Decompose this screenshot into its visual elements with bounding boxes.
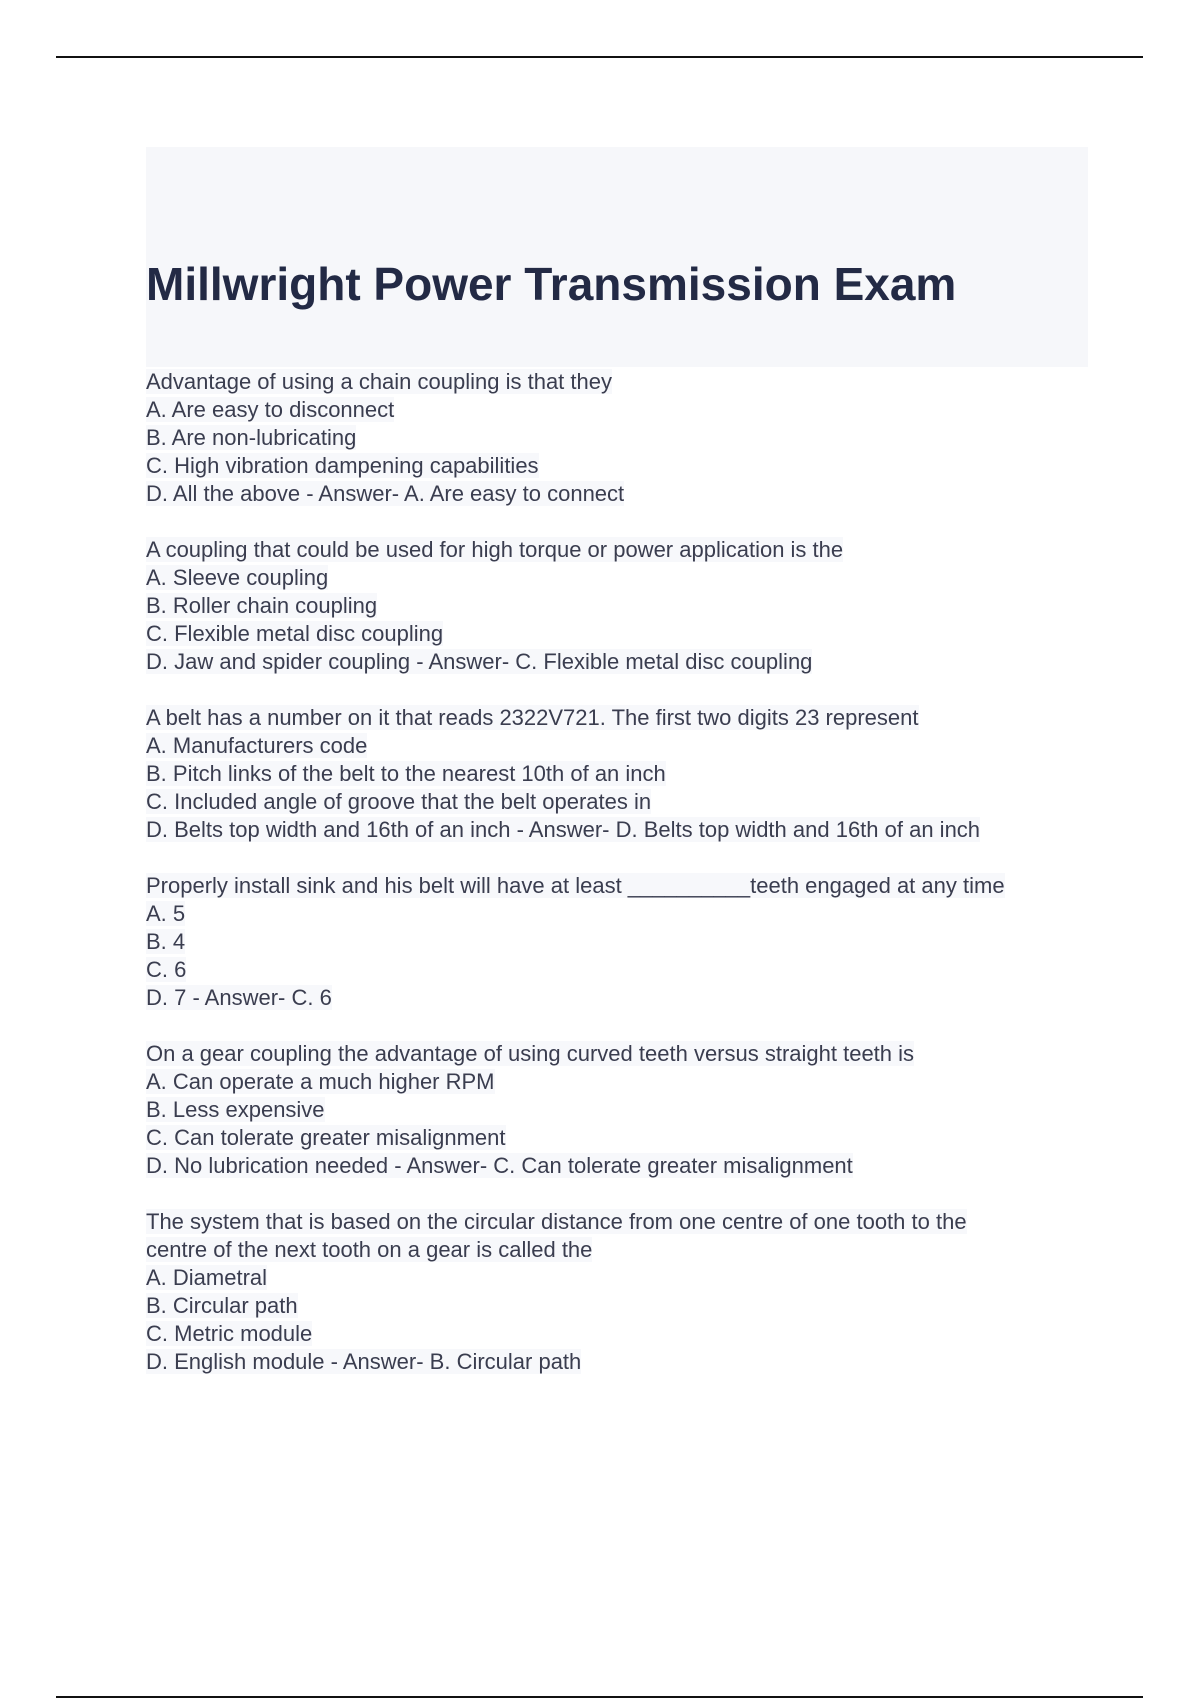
- question-line: [146, 480, 1096, 508]
- question-block: [146, 872, 1096, 1012]
- question-line-text: centre of the next tooth on a gear is called the: [146, 1237, 593, 1262]
- question-line: [146, 452, 1096, 480]
- question-line: [146, 1348, 1096, 1376]
- question-line: [146, 1236, 1096, 1264]
- question-line-text: D. No lubrication needed - Answer- C. Can tolerate greater misalignment: [146, 1153, 853, 1178]
- question-line: [146, 928, 1096, 956]
- question-line: [146, 1096, 1096, 1124]
- question-line-text: D. Belts top width and 16th of an inch - Answer- D. Belts top width and 16th of an inch: [146, 817, 981, 842]
- question-text: [146, 536, 1096, 564]
- question-line-text: A coupling that could be used for high torque or power application is the: [146, 537, 844, 562]
- question-line: [146, 396, 1096, 424]
- question-line-text: C. Metric module: [146, 1321, 313, 1346]
- question-line-text: D. All the above - Answer- A. Are easy to connect: [146, 481, 625, 506]
- question-line-text: A. Can operate a much higher RPM: [146, 1069, 495, 1094]
- question-line: [146, 424, 1096, 452]
- question-line: [146, 1152, 1096, 1180]
- question-line: [146, 1124, 1096, 1152]
- question-line-text: C. Included angle of groove that the belt operates in: [146, 789, 652, 814]
- question-list: [146, 368, 1096, 1404]
- question-line-text: A. Manufacturers code: [146, 733, 368, 758]
- question-line: [146, 592, 1096, 620]
- question-line: [146, 1264, 1096, 1292]
- question-line: [146, 648, 1096, 676]
- question-line: [146, 732, 1096, 760]
- question-line-text: A belt has a number on it that reads 2322V721. The first two digits 23 represent: [146, 705, 919, 730]
- question-line-text: On a gear coupling the advantage of using curved teeth versus straight teeth is: [146, 1041, 915, 1066]
- question-block: [146, 1208, 1096, 1376]
- question-line-text: C. 6: [146, 957, 187, 982]
- question-line: [146, 1292, 1096, 1320]
- bottom-rule: [56, 1696, 1143, 1698]
- question-line: [146, 1320, 1096, 1348]
- question-line: [146, 788, 1096, 816]
- question-line-text: A. Diametral: [146, 1265, 268, 1290]
- question-line-text: B. Less expensive: [146, 1097, 325, 1122]
- question-line: [146, 816, 1096, 844]
- question-line-text: C. Flexible metal disc coupling: [146, 621, 444, 646]
- question-line-text: A. 5: [146, 901, 186, 926]
- question-line-text: Advantage of using a chain coupling is that they: [146, 369, 612, 394]
- question-line-text: B. Are non-lubricating: [146, 425, 357, 450]
- question-text: [146, 368, 1096, 396]
- document-title: Millwright Power Transmission Exam: [146, 258, 957, 310]
- question-line-text: B. Pitch links of the belt to the nearest 10th of an inch: [146, 761, 666, 786]
- question-line-text: The system that is based on the circular distance from one centre of one tooth to the: [146, 1209, 967, 1234]
- question-line-text: B. Roller chain coupling: [146, 593, 378, 618]
- question-text: [146, 1208, 1096, 1236]
- question-line-text: A. Are easy to disconnect: [146, 397, 395, 422]
- question-line: [146, 984, 1096, 1012]
- question-line: [146, 760, 1096, 788]
- question-text: [146, 704, 1096, 732]
- question-text: [146, 872, 1096, 900]
- question-line-text: B. Circular path: [146, 1293, 298, 1318]
- question-line-text: D. Jaw and spider coupling - Answer- C. Flexible metal disc coupling: [146, 649, 813, 674]
- question-line: [146, 900, 1096, 928]
- question-line: [146, 620, 1096, 648]
- question-line: [146, 956, 1096, 984]
- question-text: [146, 1040, 1096, 1068]
- question-line-text: D. 7 - Answer- C. 6: [146, 985, 332, 1010]
- question-line-text: D. English module - Answer- B. Circular path: [146, 1349, 582, 1374]
- question-block: [146, 368, 1096, 508]
- question-line-text: A. Sleeve coupling: [146, 565, 329, 590]
- question-block: [146, 1040, 1096, 1180]
- top-rule: [56, 56, 1143, 58]
- question-line: [146, 564, 1096, 592]
- question-block: [146, 536, 1096, 676]
- question-block: [146, 704, 1096, 844]
- question-line-text: C. High vibration dampening capabilities: [146, 453, 539, 478]
- question-line-text: C. Can tolerate greater misalignment: [146, 1125, 506, 1150]
- question-line-text: Properly install sink and his belt will have at least __________teeth engaged at any time: [146, 873, 1005, 898]
- question-line-text: B. 4: [146, 929, 186, 954]
- question-line: [146, 1068, 1096, 1096]
